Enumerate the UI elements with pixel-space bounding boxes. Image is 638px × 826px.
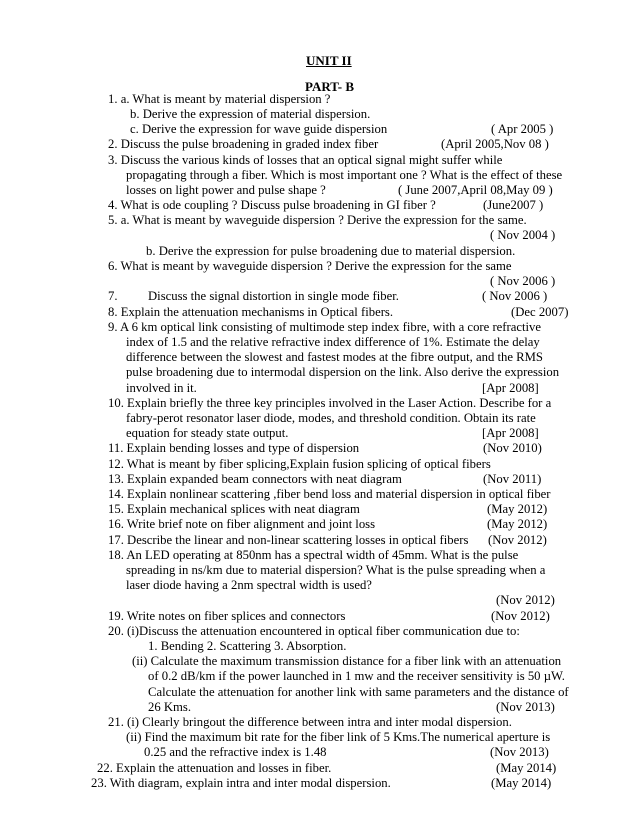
text-line: ( Apr 2005 ) <box>491 122 554 136</box>
text-line: 10. Explain briefly the three key principles involved in the Laser Action. Describe for a <box>108 396 552 410</box>
text-line: ( June 2007,April 08,May 09 ) <box>398 183 553 197</box>
text-line: (Nov 2012) <box>488 533 547 547</box>
text-line: 22. Explain the attenuation and losses in fiber. <box>97 761 332 775</box>
text-line: c. Derive the expression for wave guide dispersion <box>130 122 388 136</box>
text-line: 21. (i) Clearly bringout the difference between intra and inter modal dispersion. <box>108 715 512 729</box>
text-line: (Nov 2012) <box>496 593 555 607</box>
text-line: b. Derive the expression for pulse broadening due to material dispersion. <box>146 244 516 258</box>
text-line: equation for steady state output. <box>126 426 289 440</box>
text-line: ( Nov 2006 ) <box>482 289 548 303</box>
text-line: of 0.2 dB/km if the power launched in 1 mw and the receiver sensitivity is 50 µW. <box>148 669 565 683</box>
text-line: (Nov 2010) <box>483 441 542 455</box>
text-line: b. Derive the expression of material dispersion. <box>130 107 371 121</box>
text-line: (May 2014) <box>491 776 552 790</box>
text-line: 15. Explain mechanical splices with neat diagram <box>108 502 360 516</box>
text-line: ( Nov 2004 ) <box>490 228 556 242</box>
text-line: 7. <box>108 289 118 303</box>
text-line: (Nov 2011) <box>483 472 542 486</box>
text-line: Calculate the attenuation for another link with same parameters and the distance of <box>148 685 569 699</box>
text-line: (June2007 ) <box>483 198 544 212</box>
text-line: pulse broadening due to intermodal dispersion on the link. Also derive the expression <box>126 365 560 379</box>
text-line: [Apr 2008] <box>482 426 539 440</box>
text-line: 3. Discuss the various kinds of losses that an optical signal might suffer while <box>108 153 503 167</box>
text-line: 13. Explain expanded beam connectors with neat diagram <box>108 472 402 486</box>
text-line: (May 2012) <box>487 502 548 516</box>
text-line: involved in it. <box>126 381 197 395</box>
text-line: (Nov 2012) <box>491 609 550 623</box>
text-line: fabry-perot resonator laser diode, modes, and threshold condition. Obtain its rate <box>126 411 536 425</box>
text-line: 16. Write brief note on fiber alignment and joint loss <box>108 517 376 531</box>
text-line: 4. What is ode coupling ? Discuss pulse broadening in GI fiber ? <box>108 198 436 212</box>
text-line: spreading in ns/km due to material dispersion? What is the pulse spreading when a <box>126 563 546 577</box>
text-line: [Apr 2008] <box>482 381 539 395</box>
text-line: 9. A 6 km optical link consisting of multimode step index fibre, with a core refractive <box>108 320 542 334</box>
text-line: losses on light power and pulse shape ? <box>126 183 326 197</box>
text-line: (May 2014) <box>496 761 557 775</box>
text-line: propagating through a fiber. Which is most important one ? What is the effect of these <box>126 168 563 182</box>
part-title: PART- B <box>305 79 355 94</box>
text-line: (ii) Calculate the maximum transmission distance for a fiber link with an attenuation <box>132 654 562 668</box>
text-line: 18. An LED operating at 850nm has a spectral width of 45mm. What is the pulse <box>108 548 519 562</box>
text-line: laser diode having a 2nm spectral width is used? <box>126 578 372 592</box>
text-line: 0.25 and the refractive index is 1.48 <box>144 745 327 759</box>
text-line: Discuss the signal distortion in single mode fiber. <box>148 289 399 303</box>
text-line: (Nov 2013) <box>490 745 549 759</box>
text-line: 5. a. What is meant by waveguide dispersion ? Derive the expression for the same. <box>108 213 527 227</box>
text-line: 2. Discuss the pulse broadening in graded index fiber <box>108 137 379 151</box>
text-line: 12. What is meant by fiber splicing,Explain fusion splicing of optical fibers <box>108 457 491 471</box>
unit-title: UNIT II <box>306 53 352 68</box>
text-line: 20. (i)Discuss the attenuation encountered in optical fiber communication due to: <box>108 624 520 638</box>
text-line: 6. What is meant by waveguide dispersion ? Derive the expression for the same <box>108 259 512 273</box>
text-line: (April 2005,Nov 08 ) <box>441 137 549 151</box>
text-line: 1. Bending 2. Scattering 3. Absorption. <box>148 639 347 653</box>
text-line: difference between the slowest and fastest modes at the fibre output, and the RMS <box>126 350 543 364</box>
text-line: 14. Explain nonlinear scattering ,fiber bend loss and material dispersion in optical fiber <box>108 487 551 501</box>
text-line: 1. a. What is meant by material dispersion ? <box>108 92 331 106</box>
text-line: (Dec 2007) <box>511 305 569 319</box>
text-line: 8. Explain the attenuation mechanisms in Optical fibers. <box>108 305 394 319</box>
text-line: 19. Write notes on fiber splices and connectors <box>108 609 346 623</box>
text-line: index of 1.5 and the relative refractive index difference of 1%. Estimate the delay <box>126 335 540 349</box>
text-line: 11. Explain bending losses and type of dispersion <box>108 441 360 455</box>
text-line: ( Nov 2006 ) <box>490 274 556 288</box>
text-line: 17. Describe the linear and non-linear scattering losses in optical fibers <box>108 533 469 547</box>
text-line: (ii) Find the maximum bit rate for the fiber link of 5 Kms.The numerical aperture is <box>126 730 551 744</box>
text-line: (May 2012) <box>487 517 548 531</box>
text-line: 26 Kms. <box>148 700 191 714</box>
text-line: (Nov 2013) <box>496 700 555 714</box>
text-line: 23. With diagram, explain intra and inter modal dispersion. <box>91 776 391 790</box>
